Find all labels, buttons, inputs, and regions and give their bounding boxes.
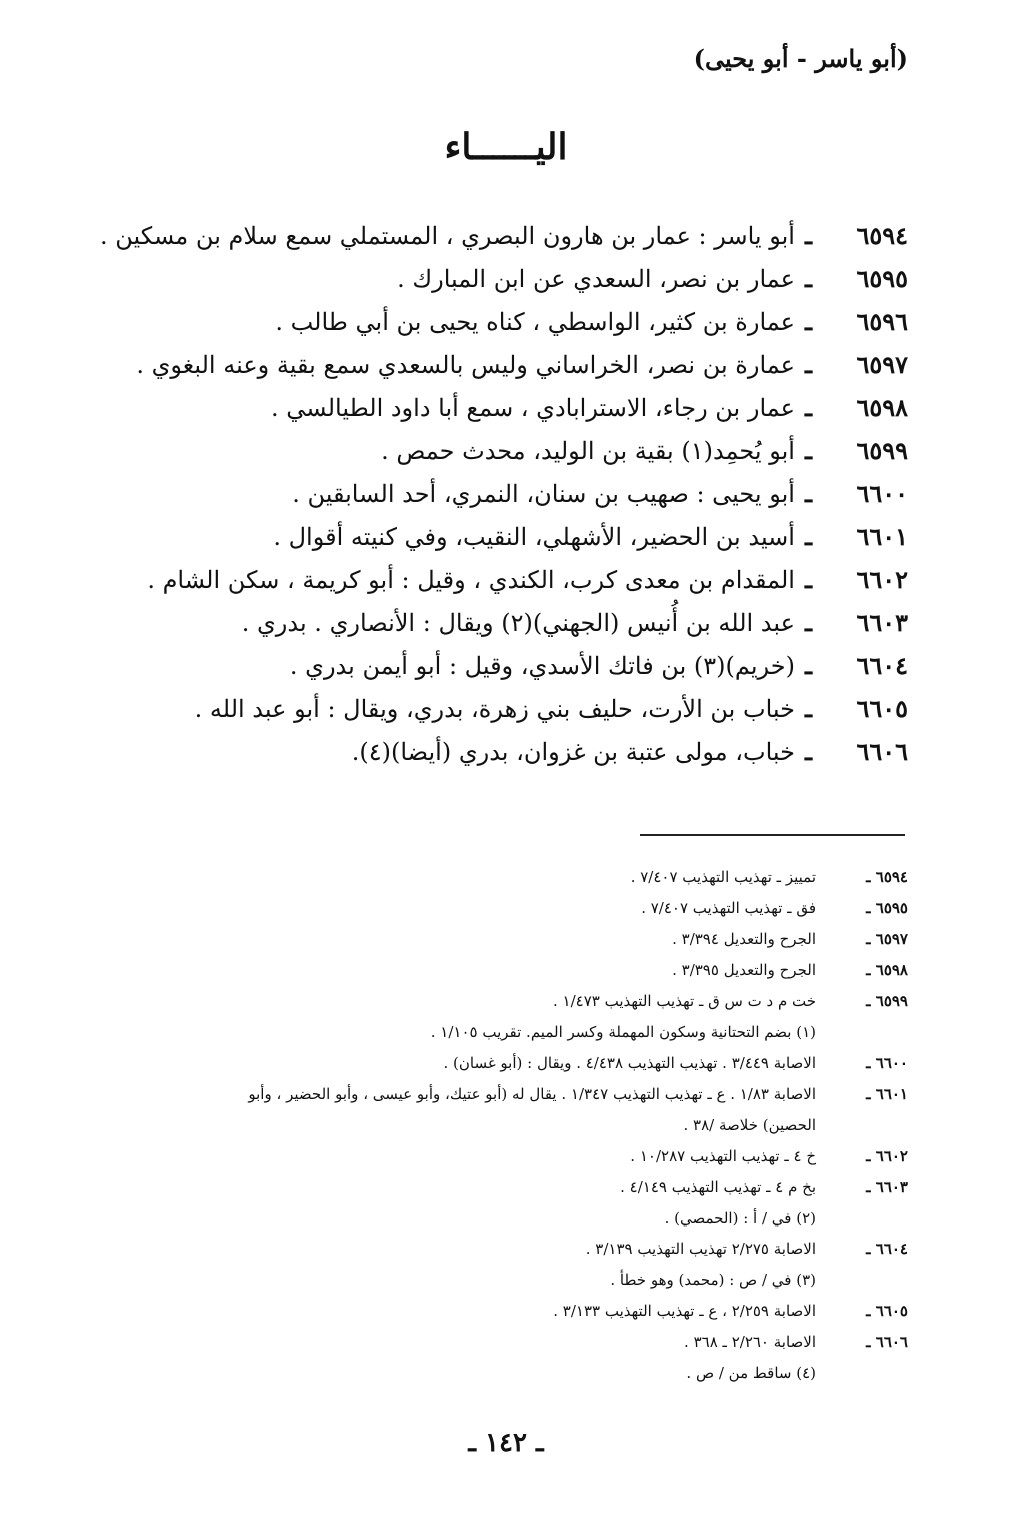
footnote-text: خ ٤ ـ تهذيب التهذيب ١٠/٢٨٧ .: [630, 1147, 816, 1165]
footnote-number: ٦٦٠٦ ـ: [866, 1333, 908, 1351]
footnote: [98, 1265, 908, 1296]
footnote-text: الاصابة ٢/٢٧٥ تهذيب التهذيب ٣/١٣٩ .: [585, 1240, 816, 1258]
footnote-text: (١) بضم التحتانية وسكون المهملة وكسر الميم. تقريب ١/١٠٥ .: [430, 1023, 816, 1041]
footnote: [98, 1203, 908, 1234]
entry: ٦٥٩٧ ـ عمارة بن نصر، الخراساني وليس بالسعدي سمع بقية وعنه البغوي .: [108, 343, 908, 386]
entry-text: المقدام بن معدى كرب، الكندي ، وقيل : أبو كريمة ، سكن الشام .: [147, 566, 795, 594]
entry: ٦٥٩٥ ـ عمار بن نصر، السعدي عن ابن المبارك .: [108, 257, 908, 300]
running-header: (أبو ياسر - أبو يحيى): [693, 44, 908, 73]
entry-text: أبو يُحمِد(١) بقية بن الوليد، محدث حمص .: [381, 437, 795, 465]
entry: ٦٦٠٦ ـ خباب، مولى عتبة بن غزوان، بدري (أيضا)(٤).: [108, 730, 908, 773]
entry-number: ٦٦٠٢: [856, 565, 908, 594]
entry-number: ٦٦٠٤: [856, 651, 908, 680]
footnote-number: ٦٥٩٩ ـ: [866, 992, 908, 1010]
footnote-number: ٦٥٩٧ ـ: [866, 930, 908, 948]
entry-text: أسيد بن الحضير، الأشهلي، النقيب، وفي كنيته أقوال .: [273, 523, 795, 551]
footnote-text: الجرح والتعديل ٣/٣٩٤ .: [672, 930, 816, 948]
footnote: [98, 955, 908, 986]
entries-list: [100, 214, 908, 773]
footnote-text: بخ م ٤ ـ تهذيب التهذيب ٤/١٤٩ .: [620, 1178, 816, 1196]
footnote: [98, 1234, 908, 1265]
footnote-number: ٦٦٠٠ ـ: [866, 1054, 908, 1072]
footnote: [98, 1048, 908, 1079]
entry-number: ٦٦٠٣: [856, 608, 908, 637]
entry: ٦٥٩٨ ـ عمار بن رجاء، الاسترابادي ، سمع أبا داود الطيالسي .: [108, 386, 908, 429]
footnote-text: فق ـ تهذيب التهذيب ٧/٤٠٧ .: [641, 899, 816, 917]
footnote-number: ٦٦٠١ ـ: [866, 1085, 908, 1103]
footnote-number: ٦٥٩٤ ـ: [866, 868, 908, 886]
footnote-text: خت م د ت س ق ـ تهذيب التهذيب ١/٤٧٣ .: [553, 992, 816, 1010]
entry-text: (خريم)(٣) بن فاتك الأسدي، وقيل : أبو أيمن بدري .: [289, 652, 795, 680]
entry: ٦٥٩٩ ـ أبو يُحمِد(١) بقية بن الوليد، محدث حمص .: [108, 429, 908, 472]
entry-number: ٦٥٩٦: [856, 307, 908, 336]
entry-text: أبو يحيى : صهيب بن سنان، النمري، أحد السابقين .: [292, 480, 795, 508]
footnote-number: ٦٦٠٣ ـ: [866, 1178, 908, 1196]
footnote: [98, 986, 908, 1017]
entry-text: خباب بن الأرت، حليف بني زهرة، بدري، ويقال : أبو عبد الله .: [194, 695, 795, 723]
entry-text: أبو ياسر : عمار بن هارون البصري ، المستملي سمع سلام بن مسكين .: [100, 222, 795, 250]
footnote: [98, 1327, 908, 1358]
footnote-number: ٦٥٩٨ ـ: [866, 961, 908, 979]
footnote: [98, 1172, 908, 1203]
entry-text: عمار بن نصر، السعدي عن ابن المبارك .: [397, 265, 795, 293]
footnote-text: الجرح والتعديل ٣/٣٩٥ .: [672, 961, 816, 979]
entry: ٦٦٠٠ ـ أبو يحيى : صهيب بن سنان، النمري، أحد السابقين .: [108, 472, 908, 515]
footnote-text: الاصابة ٢/٢٥٩ ، ع ـ تهذيب التهذيب ٣/١٣٣ .: [553, 1302, 816, 1320]
footnote: [98, 1358, 908, 1389]
page-number: ـ ١٤٢ ـ: [468, 1428, 544, 1458]
footnote-text: الاصابة ٣/٤٤٩ . تهذيب التهذيب ٤/٤٣٨ . ويقال : (أبو غسان) .: [443, 1054, 816, 1072]
footnote-text: (٤) ساقط من / ص .: [686, 1364, 816, 1382]
footnote: [98, 862, 908, 893]
entry-number: ٦٥٩٤: [856, 221, 908, 250]
entry-number: ٦٥٩٥: [856, 264, 908, 293]
footnote-number: ٦٦٠٤ ـ: [866, 1240, 908, 1258]
entry-number: ٦٦٠٥: [856, 694, 908, 723]
footnote-number: ٦٦٠٥ ـ: [866, 1302, 908, 1320]
entry-text: عمارة بن كثير، الواسطي ، كناه يحيى بن أبي طالب .: [275, 308, 795, 336]
footnote: [98, 924, 908, 955]
footnote: [98, 893, 908, 924]
entry-number: ٦٦٠٦: [856, 737, 908, 766]
footnote: [98, 1017, 908, 1048]
footnote-text: الحصين) خلاصة /٣٨ .: [683, 1116, 816, 1134]
entry-number: ٦٥٩٨: [856, 393, 908, 422]
footnote: [98, 1110, 908, 1141]
footnote-text: الاصابة ١/٨٣ . ع ـ تهذيب التهذيب ١/٣٤٧ . يقال له (أبو عتيك، وأبو عيسى ، وأبو الحضير ، وأبو: [248, 1085, 816, 1103]
footnote-divider: [640, 834, 905, 836]
entry: ٦٦٠٣ ـ عبد الله بن أُنيس (الجهني)(٢) ويقال : الأنصاري . بدري .: [108, 601, 908, 644]
entry-text: عمار بن رجاء، الاسترابادي ، سمع أبا داود الطيالسي .: [271, 394, 795, 422]
entry-number: ٦٥٩٧: [856, 350, 908, 379]
footnote-text: (٢) في / أ : (الحمصي) .: [664, 1209, 816, 1227]
footnote-text: تمييز ـ تهذيب التهذيب ٧/٤٠٧ .: [630, 868, 816, 886]
footnote: [98, 1296, 908, 1327]
entry-text: عمارة بن نصر، الخراساني وليس بالسعدي سمع بقية وعنه البغوي .: [136, 351, 795, 379]
entry-number: ٦٦٠٠: [856, 479, 908, 508]
footnote-text: الاصابة ٢/٢٦٠ ـ ٣٦٨ .: [684, 1333, 816, 1351]
entry: ٦٥٩٤ ـ أبو ياسر : عمار بن هارون البصري ، المستملي سمع سلام بن مسكين .: [108, 214, 908, 257]
footnote-number: ٦٦٠٢ ـ: [866, 1147, 908, 1165]
entry: ٦٦٠٢ ـ المقدام بن معدى كرب، الكندي ، وقيل : أبو كريمة ، سكن الشام .: [108, 558, 908, 601]
entry-text: خباب، مولى عتبة بن غزوان، بدري (أيضا)(٤).: [351, 738, 795, 766]
entry: ٦٦٠١ ـ أسيد بن الحضير، الأشهلي، النقيب، وفي كنيته أقوال .: [108, 515, 908, 558]
footnote: [98, 1141, 908, 1172]
section-title: اليــــــاء: [444, 126, 568, 168]
entry-number: ٦٥٩٩: [856, 436, 908, 465]
footnote-number: ٦٥٩٥ ـ: [866, 899, 908, 917]
entry: ٦٦٠٤ ـ (خريم)(٣) بن فاتك الأسدي، وقيل : أبو أيمن بدري .: [108, 644, 908, 687]
entry: ٦٥٩٦ ـ عمارة بن كثير، الواسطي ، كناه يحيى بن أبي طالب .: [108, 300, 908, 343]
footnote-text: (٣) في / ص : (محمد) وهو خطأ .: [610, 1271, 816, 1289]
footnotes-list: [98, 862, 908, 1389]
entry-number: ٦٦٠١: [856, 522, 908, 551]
entry-text: عبد الله بن أُنيس (الجهني)(٢) ويقال : الأنصاري . بدري .: [241, 609, 795, 637]
entry: ٦٦٠٥ ـ خباب بن الأرت، حليف بني زهرة، بدري، ويقال : أبو عبد الله .: [108, 687, 908, 730]
footnote: [98, 1079, 908, 1110]
